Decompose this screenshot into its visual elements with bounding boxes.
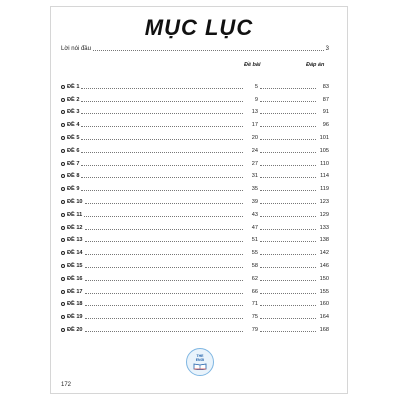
answer-page: 129 bbox=[319, 211, 329, 218]
toc-row-label: ĐỀ 19 bbox=[67, 314, 83, 321]
answer-page: 91 bbox=[322, 109, 329, 116]
bullet-icon bbox=[61, 290, 65, 294]
answer-page: 164 bbox=[319, 314, 329, 321]
logo-text-line1: THE bbox=[196, 354, 204, 358]
toc-row-label: ĐỀ 18 bbox=[67, 301, 83, 308]
problem-page: 66 bbox=[251, 288, 258, 295]
dot-leader bbox=[81, 126, 243, 127]
problem-page: 31 bbox=[251, 173, 258, 180]
problem-page: 17 bbox=[251, 122, 258, 129]
dot-leader bbox=[260, 88, 316, 89]
bullet-icon bbox=[61, 238, 65, 242]
bullet-icon bbox=[61, 174, 65, 178]
bullet-icon bbox=[61, 162, 65, 166]
answer-page: 105 bbox=[319, 147, 329, 154]
problem-page: 75 bbox=[251, 314, 258, 321]
toc-row-label: ĐỀ 7 bbox=[67, 160, 80, 167]
dot-leader bbox=[81, 177, 243, 178]
answer-page: 123 bbox=[319, 198, 329, 205]
dot-leader bbox=[85, 267, 243, 268]
answer-page: 87 bbox=[322, 96, 329, 103]
column-header-answers: Đáp án bbox=[306, 62, 325, 68]
toc-row-label: ĐỀ 8 bbox=[67, 173, 80, 180]
dot-leader bbox=[260, 318, 316, 319]
problem-page: 71 bbox=[251, 301, 258, 308]
dot-leader bbox=[81, 152, 243, 153]
dot-leader bbox=[85, 318, 243, 319]
dot-leader bbox=[85, 280, 243, 281]
bullet-icon bbox=[61, 136, 65, 140]
toc-row[interactable] bbox=[61, 90, 329, 103]
dot-leader bbox=[260, 254, 316, 255]
answer-page: 110 bbox=[320, 160, 329, 167]
bullet-icon bbox=[61, 187, 65, 191]
document-page bbox=[50, 6, 348, 394]
dot-leader bbox=[81, 165, 243, 166]
toc-row[interactable] bbox=[61, 307, 329, 320]
answer-page: 150 bbox=[319, 275, 329, 282]
dot-leader bbox=[85, 241, 243, 242]
problem-page: 9 bbox=[254, 96, 258, 103]
column-header-problems: Đề bài bbox=[244, 62, 261, 68]
dot-leader bbox=[260, 165, 316, 166]
dot-leader bbox=[81, 113, 243, 114]
book-icon bbox=[193, 363, 207, 370]
problem-page: 55 bbox=[251, 250, 258, 257]
dot-leader bbox=[260, 113, 316, 114]
dot-leader bbox=[81, 101, 243, 102]
toc-row-label: ĐỀ 2 bbox=[67, 96, 80, 103]
intro-page: 3 bbox=[325, 46, 329, 52]
toc-row-label: ĐỀ 11 bbox=[67, 211, 83, 218]
bullet-icon bbox=[61, 226, 65, 230]
bullet-icon bbox=[61, 264, 65, 268]
toc-row[interactable] bbox=[61, 205, 329, 218]
dot-leader bbox=[93, 50, 324, 51]
bullet-icon bbox=[61, 149, 65, 153]
dot-leader bbox=[85, 203, 243, 204]
dot-leader bbox=[260, 293, 316, 294]
toc-row-label: ĐỀ 10 bbox=[67, 198, 83, 205]
toc-row-label: ĐỀ 13 bbox=[67, 237, 83, 244]
dot-leader bbox=[260, 280, 316, 281]
problem-page: 27 bbox=[251, 160, 258, 167]
dot-leader bbox=[85, 293, 243, 294]
bullet-icon bbox=[61, 200, 65, 204]
bullet-icon bbox=[61, 98, 65, 102]
dot-leader bbox=[260, 216, 316, 217]
bullet-icon bbox=[61, 85, 65, 89]
dot-leader bbox=[260, 139, 316, 140]
toc-row[interactable] bbox=[61, 256, 329, 269]
problem-page: 39 bbox=[251, 198, 258, 205]
dot-leader bbox=[85, 331, 243, 332]
toc-row-label: ĐỀ 3 bbox=[67, 109, 80, 116]
answer-page: 142 bbox=[319, 250, 329, 257]
answer-page: 114 bbox=[320, 173, 329, 180]
bullet-icon bbox=[61, 277, 65, 281]
toc-row[interactable] bbox=[61, 231, 329, 244]
toc-row-label: ĐỀ 20 bbox=[67, 326, 83, 333]
toc-row[interactable] bbox=[61, 115, 329, 128]
dot-leader bbox=[85, 305, 243, 306]
page-title: MỤC LỤC bbox=[144, 15, 254, 40]
problem-page: 79 bbox=[251, 326, 258, 333]
toc-row-label: ĐỀ 1 bbox=[67, 83, 80, 90]
bullet-icon bbox=[61, 328, 65, 332]
dot-leader bbox=[81, 190, 243, 191]
dot-leader bbox=[260, 305, 316, 306]
answer-page: 138 bbox=[319, 237, 329, 244]
bullet-icon bbox=[61, 213, 65, 217]
dot-leader bbox=[84, 216, 243, 217]
problem-page: 5 bbox=[254, 83, 258, 90]
answer-page: 83 bbox=[322, 83, 329, 90]
dot-leader bbox=[260, 331, 316, 332]
bullet-icon bbox=[61, 251, 65, 255]
toc-row-label: ĐỀ 16 bbox=[67, 275, 83, 282]
toc-row[interactable] bbox=[61, 320, 329, 333]
toc-row-label: ĐỀ 14 bbox=[67, 250, 83, 257]
toc-row[interactable] bbox=[61, 141, 329, 154]
bullet-icon bbox=[61, 110, 65, 114]
toc-row[interactable] bbox=[61, 218, 329, 231]
toc-row-label: ĐỀ 15 bbox=[67, 262, 83, 269]
toc-intro-row[interactable] bbox=[61, 46, 329, 52]
dot-leader bbox=[85, 254, 243, 255]
dot-leader bbox=[260, 267, 316, 268]
problem-page: 62 bbox=[251, 275, 258, 282]
toc-row-label: ĐỀ 12 bbox=[67, 224, 83, 231]
dot-leader bbox=[85, 229, 243, 230]
dot-leader bbox=[260, 190, 316, 191]
dot-leader bbox=[260, 241, 316, 242]
dot-leader bbox=[260, 101, 316, 102]
toc-row[interactable] bbox=[61, 179, 329, 192]
bullet-icon bbox=[61, 302, 65, 306]
dot-leader bbox=[260, 126, 316, 127]
toc-row[interactable] bbox=[61, 167, 329, 180]
intro-label: Lời nói đầu bbox=[61, 46, 91, 52]
answer-page: 155 bbox=[319, 288, 329, 295]
toc-row[interactable] bbox=[61, 282, 329, 295]
toc-row-label: ĐỀ 9 bbox=[67, 186, 80, 193]
toc-row[interactable] bbox=[61, 295, 329, 308]
problem-page: 13 bbox=[251, 109, 258, 116]
dot-leader bbox=[260, 152, 316, 153]
problem-page: 47 bbox=[251, 224, 258, 231]
answer-page: 101 bbox=[319, 134, 329, 141]
dot-leader bbox=[260, 229, 316, 230]
toc-row[interactable] bbox=[61, 103, 329, 116]
toc-row[interactable] bbox=[61, 154, 329, 167]
answer-page: 133 bbox=[319, 224, 329, 231]
answer-page: 146 bbox=[319, 262, 329, 269]
answer-page: 119 bbox=[320, 186, 329, 193]
problem-page: 51 bbox=[251, 237, 258, 244]
problem-page: 58 bbox=[251, 262, 258, 269]
page-number: 172 bbox=[61, 382, 72, 388]
problem-page: 20 bbox=[251, 134, 258, 141]
toc-row[interactable] bbox=[61, 128, 329, 141]
toc-row-label: ĐỀ 6 bbox=[67, 147, 80, 154]
answer-page: 160 bbox=[319, 301, 329, 308]
dot-leader bbox=[260, 177, 316, 178]
dot-leader bbox=[81, 88, 243, 89]
toc-row[interactable] bbox=[61, 77, 329, 90]
toc-row[interactable] bbox=[61, 243, 329, 256]
toc-row-label: ĐỀ 17 bbox=[67, 288, 83, 295]
answer-page: 96 bbox=[322, 122, 329, 129]
problem-page: 35 bbox=[251, 186, 258, 193]
problem-page: 24 bbox=[251, 147, 258, 154]
dot-leader bbox=[81, 139, 243, 140]
bullet-icon bbox=[61, 123, 65, 127]
dot-leader bbox=[260, 203, 316, 204]
answer-page: 168 bbox=[319, 326, 329, 333]
logo-text-line2: ENGI bbox=[195, 358, 205, 362]
toc-list bbox=[61, 77, 329, 333]
toc-row-label: ĐỀ 4 bbox=[67, 122, 80, 129]
toc-row-label: ĐỀ 5 bbox=[67, 134, 80, 141]
publisher-logo bbox=[186, 348, 214, 376]
toc-row[interactable] bbox=[61, 192, 329, 205]
problem-page: 43 bbox=[251, 211, 258, 218]
bullet-icon bbox=[61, 315, 65, 319]
toc-row[interactable] bbox=[61, 269, 329, 282]
